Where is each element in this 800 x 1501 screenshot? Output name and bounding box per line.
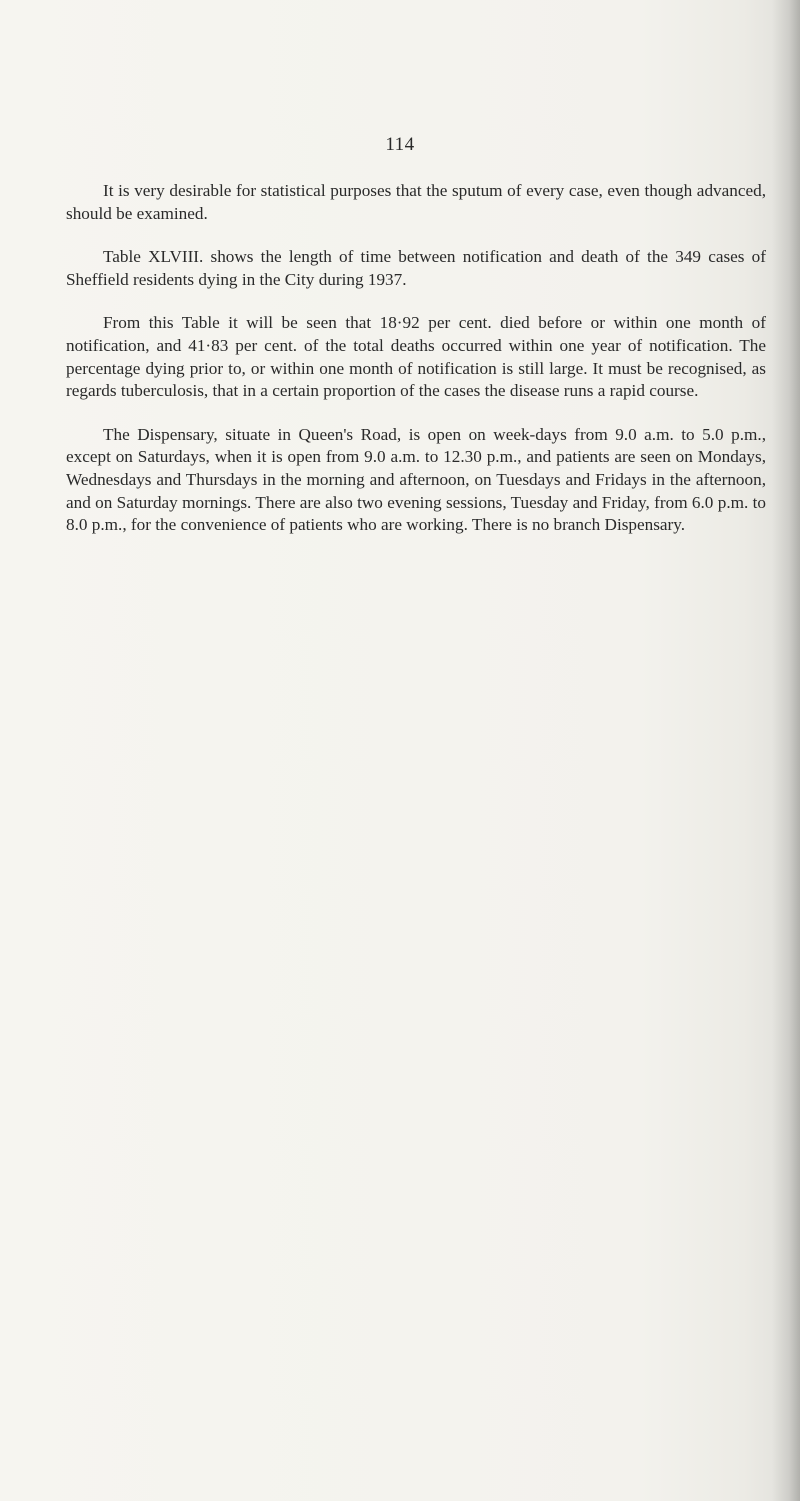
page-edge-shadow [772, 0, 800, 1501]
paragraph-dispensary: The Dispensary, situate in Queen's Road, is open on week-days from 9.0 a.m. to 5.0 p.m., except on Saturdays, when it is open from 9.0 a.m. to 12.30 p.m., and patients are seen on Mondays, Wednesdays and Thursdays in the morning and afternoon, on Tuesdays and Fridays in the afternoon, and on Saturday mornings. There are also two evening sessions, Tuesday and Friday, from 6.0 p.m. to 8.0 p.m., for the convenience of patients who are working. There is no branch Dispensary. [66, 424, 766, 535]
page-number: 114 [385, 134, 415, 155]
body-text [66, 180, 766, 558]
paragraph-table-xlviii: Table XLVIII. shows the length of time between notification and death of the 349 cases of Sheffield residents dying in the City during 1937. [66, 247, 766, 289]
paragraph-percentages: From this Table it will be seen that 18·92 per cent. died before or within one month of notification, and 41·83 per cent. of the total deaths occurred within one year of notification. The percentage dying prior to, or within one month of notification is still large. It must be recognised, as regards tuberculosis, that in a certain proportion of the cases the disease runs a rapid course. [66, 313, 766, 401]
paragraph-sputum: It is very desirable for statistical purposes that the sputum of every case, even though advanced, should be examined. [66, 181, 766, 223]
